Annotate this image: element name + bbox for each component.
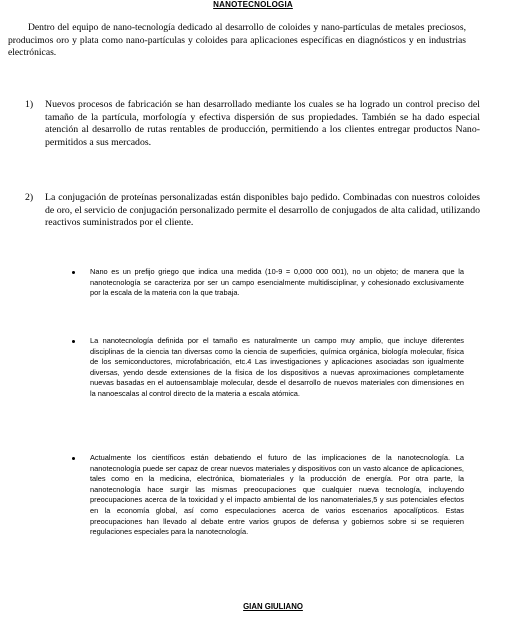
document-title: NANOTECNOLOGIA: [213, 0, 293, 9]
bullet-text: La nanotecnología definida por el tamaño es naturalmente un campo muy amplio, que incluye diferentes disciplinas de la ciencia tan diversas como la ciencia de superficies, química orgánica, biología molecular, física de los semiconductores, microfabricación, etc.4 Las investigaciones y aplicaciones asociadas son igualmente diversas, yendo desde extensiones de la física de los dispositivos a nuevas aproximaciones completamente nuevas basadas en el autoensamblaje molecular, desde el desarrollo de nuevos materiales con dimensiones en la nanoescalas al control directo de la materia a escala atómica.: [90, 336, 464, 398]
bullet-item-2: [72, 336, 464, 400]
bullet-dot-icon: [72, 271, 75, 274]
item-text: La conjugación de proteínas personalizadas están disponibles bajo pedido. Combinadas con nuestros coloides de oro, el servicio de conjugación personalizado permite el desarrollo de conjugados de alta calidad, utilizando reactivos suministrados por el cliente.: [45, 192, 480, 229]
numbered-item-2: [25, 192, 480, 230]
intro-paragraph: Dentro del equipo de nano-tecnología dedicado al desarrollo de coloides y nano-partículas de metales preciosos, producimos oro y plata como nano-partículas y coloides para aplicaciones específicas en diagnósticos y en industrias electrónicas.: [8, 22, 466, 58]
bullet-item-3: [72, 453, 464, 538]
item-number: 1): [25, 99, 34, 110]
bullet-dot-icon: [72, 340, 75, 343]
author-signature: GIAN GIULIANO: [243, 602, 303, 611]
item-number: 2): [25, 192, 34, 203]
bullet-text: Nano es un prefijo griego que indica una medida (10-9 = 0,000 000 001), no un objeto; de manera que la nanotecnología se caracteriza por ser un campo esencialmente multidisciplinar, y cohesionado exclusivamente por la escala de la materia con la que trabaja.: [90, 267, 464, 298]
numbered-item-1: [25, 99, 480, 149]
item-text: Nuevos procesos de fabricación se han desarrollado mediante los cuales se ha logrado un control preciso del tamaño de la partícula, morfología y efectiva dispersión de sus propiedades. También se ha dado especial atención al desarrollo de rutas rentables de producción, permitiendo a los clientes entregar productos Nano-permitidos a sus mercados.: [45, 99, 480, 148]
bullet-dot-icon: [72, 457, 75, 460]
bullet-text: Actualmente los científicos están debatiendo el futuro de las implicaciones de la nanotecnología. La nanotecnología puede ser capaz de crear nuevos materiales y dispositivos con un vasto alcance de aplicaciones, tales como en la medicina, electrónica, biomateriales y la producción de energía. Por otra parte, la nanotecnología hace surgir las mismas preocupaciones que cualquier nueva tecnología, incluyendo preocupaciones acerca de la toxicidad y el impacto ambiental de los nanomateriales,5 y sus potenciales efectos en la economía global, así como especulaciones acerca de varios escenarios apocalípticos. Estas preocupaciones han llevado al debate entre varios grupos de defensa y gobiernos sobre si se requieren regulaciones especiales para la nanotecnología.: [90, 453, 464, 537]
bullet-item-1: [72, 267, 464, 299]
